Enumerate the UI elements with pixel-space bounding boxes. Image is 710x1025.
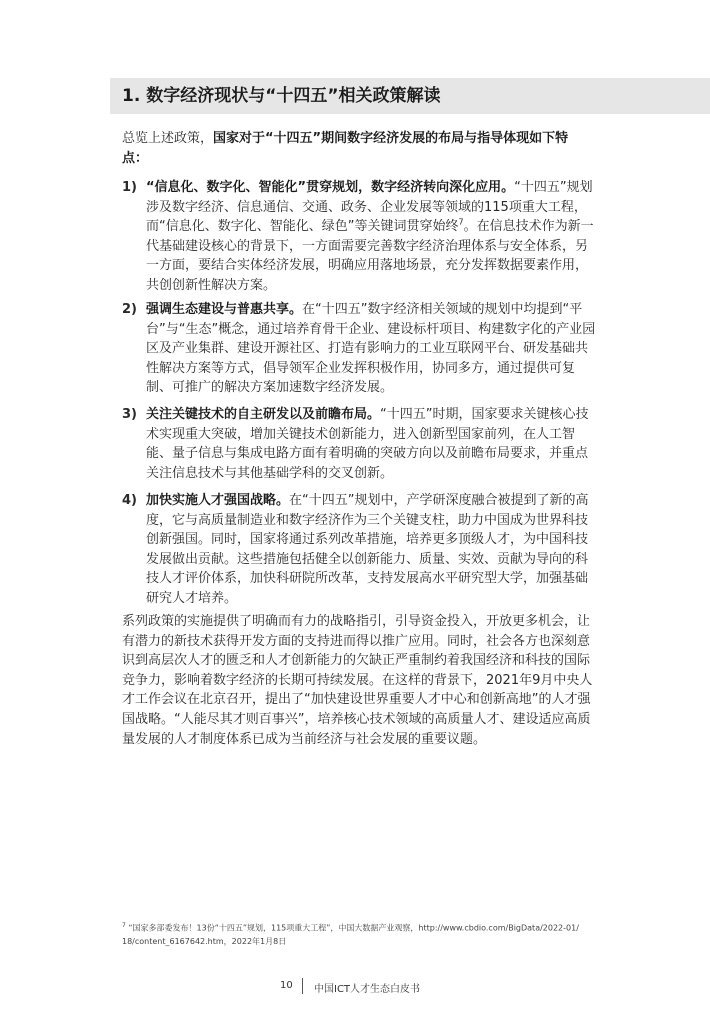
list-item-text: 在“十四五”规划中，产学研深度融合被提到了新的高度，它与高质量制造业和数字经济作为三个关键支柱，助力中国成为世界科技创新强国。同时，国家将通过系列改革措施，培养更多顶级人才，为中国科技发展做出贡献。这些措施包括健全以创新能力、质量、实效、贡献为导向的科技人才评价体系，加快科研院所改革，支持发展高水平研究型大学，加强基础研究人才培养。 (146, 493, 589, 606)
list-item-heading: “信息化、数字化、智能化”贯穿规划，数字经济转向深化应用。 (146, 180, 515, 195)
section-title: 1. 数字经济现状与“十四五”相关政策解读 (122, 86, 441, 106)
list-item (122, 300, 600, 398)
footnote (122, 919, 582, 948)
list-item-heading: 关注关键技术的自主研发以及前瞻布局。 (146, 407, 381, 422)
list-item (122, 405, 600, 483)
list-item (122, 178, 600, 295)
list-item-heading: 加快实施人才强国战略。 (146, 493, 290, 508)
footnote-reference[interactable]: 7 (458, 217, 464, 227)
footnote-mark: 7 (122, 922, 126, 929)
list-item-text: “十四五”规划涉及数字经济、信息通信、交通、政务、企业发展等领域的115项重大工程，而“信息化、数字化、智能化、绿色”等关键词贯穿始终 (146, 180, 593, 234)
list-item-body (146, 491, 600, 608)
list-item-text: 在“十四五”数字经济相关领域的规划中均提到“平台”与“生态”概念，通过培养育骨干企业、建设标杆项目、构建数字化的产业园区及产业集群、建设开源社区、打造有影响力的工业互联网平台、研发基础共性解决方案等方式，倡导领军企业发挥积极作用，协同多方，通过提供可复制、可推广的解决方案加速数字经济发展。 (146, 302, 596, 395)
list-item-body (146, 405, 600, 483)
list-item-text-continued: 。在信息技术作为新一代基础建设核心的背景下，一方面需要完善数字经济治理体系与安全体系，另一方面，要结合实体经济发展，明确应用落地场景，充分发挥数据要素作用，共创创新性解决方案。 (146, 219, 594, 293)
intro-bold: 国家对于“十四五”期间数字经济发展的布局与指导体现如下特点： (122, 131, 569, 166)
list-item (122, 491, 600, 608)
page-number: 10 (280, 980, 293, 991)
list-item-body (146, 178, 600, 295)
page-footer (0, 978, 710, 994)
intro-prefix: 总览上述政策， (122, 131, 214, 146)
list-item-body (146, 300, 600, 398)
intro-paragraph (122, 129, 592, 169)
footnote-text[interactable]: “国家多部委发布！13份“十四五”规划，115项重大工程”，中国大数据产业观察，http://www.cbdio.com/BigData/2022-01/18/content_6167642.htm，2022年1月8日 (122, 923, 579, 946)
list-item-number: 4) (122, 493, 137, 508)
document-title: 中国ICT人才生态白皮书 (314, 984, 421, 995)
list-item-number: 2) (122, 302, 137, 317)
closing-paragraph: 系列政策的实施提供了明确而有力的战略指引，引导资金投入，开放更多机会，让有潜力的新技术获得开发方面的支持进而得以推广应用。同时，社会各方也深刻意识到高层次人才的匮乏和人才创新能力的欠缺正严重制约着我国经济和科技的国际竞争力，影响着数字经济的长期可持续发展。在这样的背景下，2021年9月中央人才工作会议在北京召开，提出了“加快建设世界重要人才中心和创新高地”的人才强国战略。“人能尽其才则百事兴”，培养核心技术领域的高质量人才、建设适应高质量发展的人才制度体系已成为当前经济与社会发展的重要议题。 (122, 614, 593, 747)
footer-divider (302, 978, 303, 994)
list-item-heading: 强调生态建设与普惠共享。 (146, 302, 303, 317)
list-item-text: “十四五”时期，国家要求关键核心技术实现重大突破，增加关键技术创新能力，进入创新型国家前列，在人工智能、量子信息与集成电路方面有着明确的突破方向以及前瞻布局要求，并重点关注信息技术与其他基础学科的交叉创新。 (146, 407, 589, 481)
list-item-number: 3) (122, 407, 137, 422)
list-item-number: 1) (122, 180, 137, 195)
